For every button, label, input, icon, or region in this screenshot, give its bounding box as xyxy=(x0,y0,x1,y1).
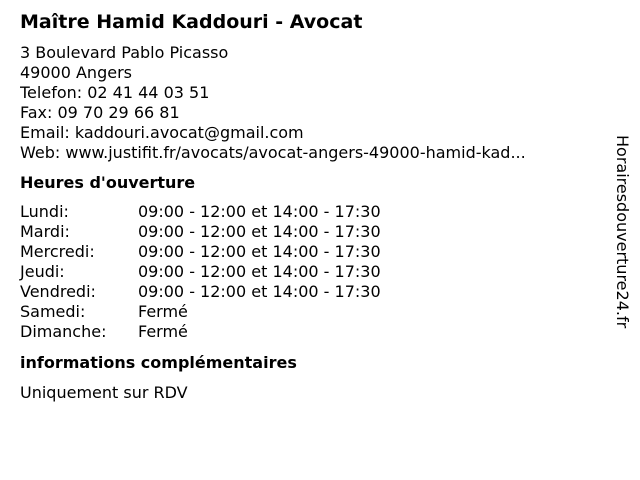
address-block xyxy=(20,43,600,163)
street-address: 3 Boulevard Pablo Picasso xyxy=(20,43,229,62)
day-label: Vendredi: xyxy=(20,282,96,301)
hours-row-tuesday xyxy=(20,222,600,242)
hours-value: 09:00 - 12:00 et 14:00 - 17:30 xyxy=(138,262,381,281)
opening-hours-title: Heures d'ouverture xyxy=(20,173,196,192)
hours-row-sunday xyxy=(20,322,600,342)
day-label: Mardi: xyxy=(20,222,70,241)
hours-row-monday xyxy=(20,202,600,222)
additional-info-title: informations complémentaires xyxy=(20,353,297,372)
day-label: Mercredi: xyxy=(20,242,95,261)
city-address: 49000 Angers xyxy=(20,63,132,82)
hours-value: 09:00 - 12:00 et 14:00 - 17:30 xyxy=(138,242,381,261)
hours-row-saturday xyxy=(20,302,600,322)
day-label: Lundi: xyxy=(20,202,69,221)
hours-value: 09:00 - 12:00 et 14:00 - 17:30 xyxy=(138,202,381,221)
business-card xyxy=(20,10,600,403)
hours-value: Fermé xyxy=(138,302,188,321)
hours-row-wednesday xyxy=(20,242,600,262)
phone-number: Telefon: 02 41 44 03 51 xyxy=(20,83,210,102)
site-watermark: Horairesdouverture24.fr xyxy=(613,135,632,329)
fax-number: Fax: 09 70 29 66 81 xyxy=(20,103,180,122)
day-label: Samedi: xyxy=(20,302,86,321)
day-label: Jeudi: xyxy=(20,262,65,281)
hours-row-friday xyxy=(20,282,600,302)
opening-hours-table xyxy=(20,202,600,342)
hours-row-thursday xyxy=(20,262,600,282)
additional-info-text: Uniquement sur RDV xyxy=(20,383,188,402)
page-title: Maître Hamid Kaddouri - Avocat xyxy=(20,11,363,33)
website-link[interactable]: Web: www.justifit.fr/avocats/avocat-angers-49000-hamid-kad... xyxy=(20,143,526,162)
day-label: Dimanche: xyxy=(20,322,107,341)
hours-value: Fermé xyxy=(138,322,188,341)
email-address: Email: kaddouri.avocat@gmail.com xyxy=(20,123,304,142)
hours-value: 09:00 - 12:00 et 14:00 - 17:30 xyxy=(138,282,381,301)
hours-value: 09:00 - 12:00 et 14:00 - 17:30 xyxy=(138,222,381,241)
